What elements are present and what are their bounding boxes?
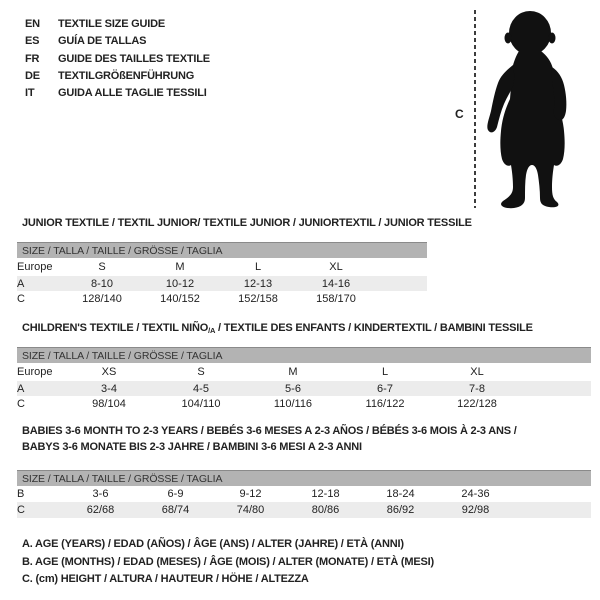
footnote-c: C. (cm) HEIGHT / ALTURA / HAUTEUR / HÖHE / ALTEZZA <box>22 573 309 585</box>
spacer-cell <box>513 486 591 502</box>
table-cell: 3-4 <box>63 381 155 396</box>
table-cell: 80/86 <box>288 502 363 518</box>
table-row <box>17 471 591 487</box>
language-title: GUÍA DE TALLAS <box>58 35 147 48</box>
table-cell: XL <box>329 261 343 273</box>
table-cell: 110/116 <box>273 398 313 410</box>
table-cell: 74/80 <box>213 502 288 518</box>
table-cell: 4-5 <box>155 381 247 396</box>
row-label: C <box>17 502 63 518</box>
footnotes <box>22 536 434 589</box>
language-title: TEXTILGRÖßENFÜHRUNG <box>58 69 195 82</box>
table-cell: 18-24 <box>386 488 415 500</box>
row-label: A <box>17 381 63 396</box>
junior-table-title: JUNIOR TEXTILE / TEXTIL JUNIOR/ TEXTILE JUNIOR / JUNIORTEXTIL / JUNIOR TESSILE <box>22 217 472 229</box>
size-header-cell: SIZE / TALLA / TAILLE / GRÖSSE / TAGLIA <box>17 243 427 259</box>
table-cell: 98/104 <box>92 398 126 410</box>
baby-silhouette-icon <box>483 9 583 209</box>
spacer-cell <box>375 258 427 276</box>
table-cell: 104/110 <box>181 398 221 410</box>
table-cell: S <box>197 366 205 378</box>
table-cell: 122/128 <box>457 398 497 410</box>
row-label: Europe <box>17 261 53 273</box>
language-code: IT <box>25 87 35 100</box>
table-cell: 9-12 <box>239 488 262 500</box>
language-code: FR <box>25 52 40 65</box>
language-row-it <box>25 85 210 102</box>
title-text: CHILDREN'S TEXTILE / TEXTIL NIÑO <box>22 322 209 334</box>
table-cell: 116/122 <box>365 398 405 410</box>
junior-size-table <box>17 242 427 307</box>
title-text: / TEXTILE DES ENFANTS / KINDERTEXTIL / BAMBINI TESSILE <box>215 322 533 334</box>
table-row <box>17 381 591 396</box>
row-label: B <box>17 488 25 500</box>
table-cell: XL <box>470 366 484 378</box>
title-line-2: BABYS 3-6 MONATE BIS 2-3 JAHRE / BAMBINI 3-6 MESI A 2-3 ANNI <box>22 441 362 453</box>
language-title: GUIDA ALLE TAGLIE TESSILI <box>58 87 207 100</box>
footnote-b: B. AGE (MONTHS) / EDAD (MESES) / ÂGE (MOIS) / ALTER (MONATE) / ETÀ (MESI) <box>22 555 434 568</box>
spacer-cell <box>513 502 591 518</box>
language-title-list <box>25 16 210 102</box>
table-row <box>17 396 591 412</box>
table-cell: 7-8 <box>431 381 523 396</box>
children-size-table <box>17 347 591 412</box>
language-title: TEXTILE SIZE GUIDE <box>58 18 166 30</box>
children-table-title <box>22 322 533 334</box>
table-row <box>17 363 591 381</box>
table-row <box>17 486 591 502</box>
height-measure-dashed-line <box>474 10 476 208</box>
spacer-cell <box>523 363 591 381</box>
table-cell: 12-13 <box>219 276 297 291</box>
table-cell: L <box>254 261 262 273</box>
babies-table-title <box>22 423 517 455</box>
table-cell: M <box>288 366 298 378</box>
table-cell: XS <box>101 366 117 378</box>
row-label: Europe <box>17 366 53 378</box>
language-row-fr <box>25 51 210 68</box>
language-row-es <box>25 33 210 50</box>
table-row <box>17 276 427 291</box>
spacer-cell <box>375 276 427 291</box>
table-cell: 158/170 <box>316 293 356 305</box>
table-cell: 14-16 <box>297 276 375 291</box>
table-cell: M <box>175 261 185 273</box>
table-cell: S <box>98 261 106 273</box>
table-row <box>17 258 427 276</box>
language-title: GUIDE DES TAILLES TEXTILE <box>58 52 210 65</box>
title-subscript: /A <box>208 326 216 335</box>
table-cell: 92/98 <box>438 502 513 518</box>
height-marker-label: C <box>455 107 464 121</box>
table-cell: 152/158 <box>238 293 278 305</box>
spacer-cell <box>523 396 591 412</box>
table-cell: 6-7 <box>339 381 431 396</box>
table-cell: 24-36 <box>461 488 490 500</box>
language-row-de <box>25 68 210 85</box>
language-row-en <box>25 16 210 33</box>
table-row <box>17 502 591 518</box>
row-label: A <box>17 276 63 291</box>
language-code: DE <box>25 69 40 82</box>
table-row <box>17 243 427 259</box>
row-label: C <box>17 293 25 305</box>
language-code: EN <box>25 18 40 30</box>
title-line-1: BABIES 3-6 MONTH TO 2-3 YEARS / BEBÉS 3-6 MESES A 2-3 AÑOS / BÉBÉS 3-6 MOIS À 2-3 ANS / <box>22 425 517 437</box>
table-cell: 10-12 <box>141 276 219 291</box>
babies-size-table <box>17 470 591 518</box>
table-cell: 12-18 <box>311 488 340 500</box>
table-cell: 6-9 <box>167 488 184 500</box>
row-label: C <box>17 398 25 410</box>
table-row <box>17 348 591 364</box>
table-cell: L <box>381 366 389 378</box>
size-header-cell: SIZE / TALLA / TAILLE / GRÖSSE / TAGLIA <box>17 471 591 487</box>
table-cell: 140/152 <box>160 293 200 305</box>
size-header-cell: SIZE / TALLA / TAILLE / GRÖSSE / TAGLIA <box>17 348 591 364</box>
spacer-cell <box>523 381 591 396</box>
table-cell: 68/74 <box>138 502 213 518</box>
table-cell: 3-6 <box>92 488 109 500</box>
spacer-cell <box>375 291 427 307</box>
table-cell: 62/68 <box>63 502 138 518</box>
table-cell: 86/92 <box>363 502 438 518</box>
table-cell: 8-10 <box>63 276 141 291</box>
language-code: ES <box>25 35 40 48</box>
table-cell: 128/140 <box>82 293 122 305</box>
table-cell: 5-6 <box>247 381 339 396</box>
footnote-a: A. AGE (YEARS) / EDAD (AÑOS) / ÂGE (ANS) / ALTER (JAHRE) / ETÀ (ANNI) <box>22 538 404 550</box>
table-row <box>17 291 427 307</box>
